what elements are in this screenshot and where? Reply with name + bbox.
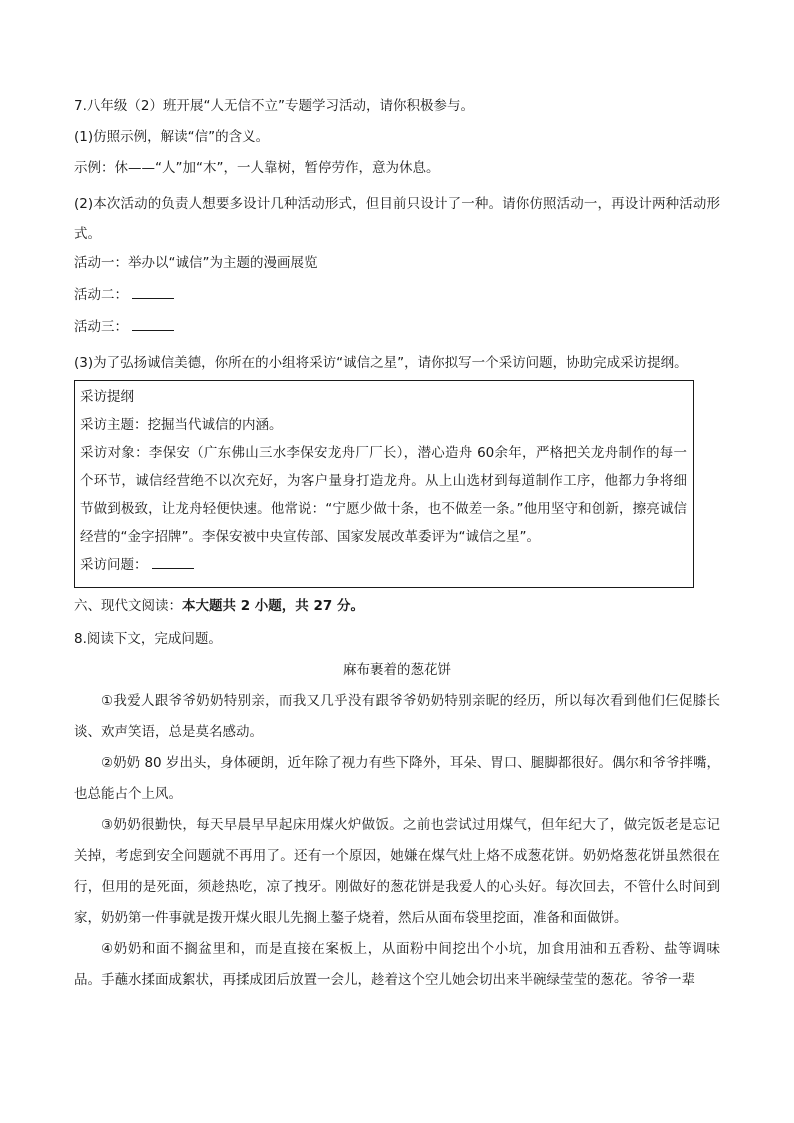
section-6-detail: 本大题共 2 小题，共 27 分。 xyxy=(182,598,364,614)
q7-part1: (1)仿照示例，解读“信”的含义。 xyxy=(74,129,270,145)
interview-outline-box xyxy=(74,380,694,588)
q7-example: 示例：休——“人”加“木”，一人靠树，暂停劳作，意为休息。 xyxy=(74,160,440,176)
article-paragraph-1: ①我爱人跟爷爷奶奶特别亲，而我又几乎没有跟爷爷奶奶特别亲昵的经历，所以每次看到他们仨促膝长谈、欢声笑语，总是莫名感动。 xyxy=(74,693,720,740)
document-page xyxy=(74,96,720,996)
outline-subject: 采访对象：李保安（广东佛山三水李保安龙舟厂厂长），潜心造舟 60余年，严格把关龙舟制作的每一个环节，诚信经营绝不以次充好，为客户量身打造龙舟。从上山选材到每道制作工序，他都力争将细节做到极致，让龙舟轻便快速。他常说：“宁愿少做十条，也不做差一条。”他用坚守和创新，擦亮诚信经营的“金字招牌”。李保安被中央宣传部、国家发展改革委评为“诚信之星”。 xyxy=(80,445,687,545)
article-paragraph-3: ③奶奶很勤快，每天早晨早早起床用煤火炉做饭。之前也尝试过用煤气，但年纪大了，做完饭老是忘记关掉，考虑到安全问题就不再用了。还有一个原因，她嫌在煤气灶上烙不成葱花饼。奶奶烙葱花饼虽然很在行，但用的是死面，须趁热吃，凉了拽牙。刚做好的葱花饼是我爱人的心头好。每次回去，不管什么时间到家，奶奶第一件事就是拨开煤火眼儿先搁上鏊子烧着，然后从面布袋里挖面，准备和面做饼。 xyxy=(74,817,720,926)
activity-2-label: 活动二： xyxy=(74,287,128,303)
activity-3-label: 活动三： xyxy=(74,319,128,335)
q7-part2: (2)本次活动的负责人想要多设计几种活动形式，但目前只设计了一种。请你仿照活动一，再设计两种活动形式。 xyxy=(74,196,720,242)
activity-2-blank[interactable] xyxy=(132,284,174,299)
outline-question-label: 采访问题： xyxy=(80,557,148,573)
activity-1: 活动一：举办以“诚信”为主题的漫画展览 xyxy=(74,255,318,271)
activity-3-row xyxy=(74,316,720,337)
outline-title: 采访提纲 xyxy=(80,389,134,405)
activity-3-blank[interactable] xyxy=(132,316,174,331)
article-paragraph-2: ②奶奶 80 岁出头，身体硬朗，近年除了视力有些下降外，耳朵、胃口、腿脚都很好。偶尔和爷爷拌嘴，也总能占个上风。 xyxy=(74,755,720,802)
article-title: 麻布裹着的葱花饼 xyxy=(343,662,451,678)
section-6-heading xyxy=(74,596,720,616)
q7-part3: (3)为了弘扬诚信美德，你所在的小组将采访“诚信之星”，请你拟写一个采访问题，协助完成采访提纲。 xyxy=(74,355,688,371)
section-6-label: 六、现代文阅读： xyxy=(74,598,182,614)
article-paragraph-4: ④奶奶和面不搁盆里和，而是直接在案板上，从面粉中间挖出个小坑，加食用油和五香粉、盐等调味品。手蘸水揉面成絮状，再揉成团后放置一会儿，趁着这个空儿她会切出来半碗绿莹莹的葱花。爷爷一辈 xyxy=(74,941,720,988)
q8-stem: 8.阅读下文，完成问题。 xyxy=(74,631,222,647)
outline-question-row xyxy=(80,551,687,579)
outline-topic: 采访主题：挖掘当代诚信的内涵。 xyxy=(80,417,283,433)
q7-stem: 7.八年级（2）班开展“人无信不立”专题学习活动，请你积极参与。 xyxy=(74,98,474,114)
activity-2-row xyxy=(74,284,720,305)
outline-question-blank[interactable] xyxy=(152,554,194,569)
